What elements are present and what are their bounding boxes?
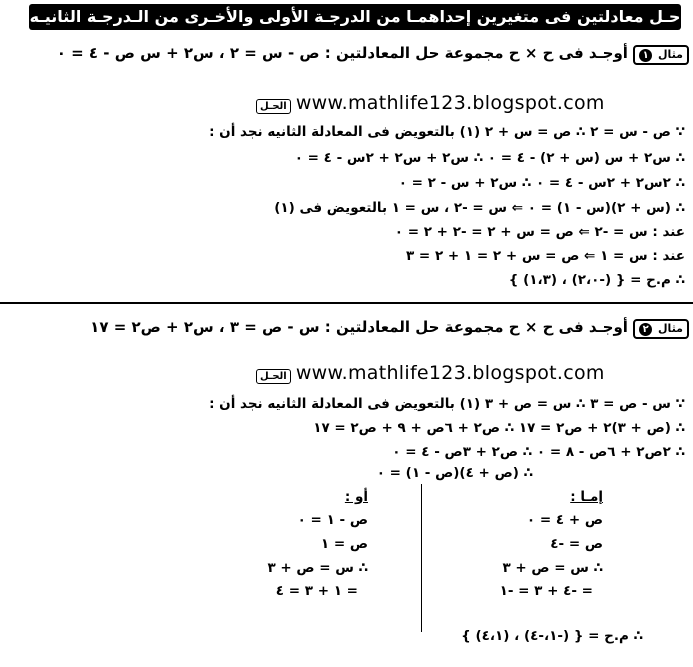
example2-badge-number: ٢ [639,323,652,336]
example1-line-3: ∴ ٢س٢ + ٢س - ٤ = ٠ ∴ س٢ + س - ٢ = ٠ [398,175,685,191]
example2-line-4: ∴ (ص + ٤)(ص - ١) = ٠ [376,465,533,481]
example1-badge [633,45,689,65]
example2-url: www.mathlife123.blogspot.com [295,362,605,384]
either-line-2: ص = -٤ [550,536,603,552]
example1-url-row [256,92,605,114]
example1-line-1: ∵ ص - س = ٢ ∴ ص = س + ٢ (١) بالتعويض فى المعادلة الثانيه نجد أن : [209,124,685,140]
section-divider [0,302,693,304]
either-line-4: = -٤ + ٣ = -١ [499,583,593,599]
or-line-1: ص - ١ = ٠ [297,512,368,528]
example1-result: ∴ م.ح = { (-٢،٠) ، (١،٣) } [508,272,685,288]
example2-question: أوجـد فى ح × ح مجموعة حل المعادلتين : س - ص = ٣ ، س٢ + ص٢ = ١٧ [90,318,628,336]
example1-line-6: عند : س = ١ ⇐ ص = س + ٢ = ١ + ٢ = ٣ [405,248,685,264]
example2-badge-label: مثال [658,322,683,335]
example2-url-row [256,362,605,384]
example1-question-row [57,44,689,65]
example2-solution-tag: الحـل [256,369,291,384]
example1-question: أوجـد فى ح × ح مجموعة حل المعادلتين : ص - س = ٢ ، س٢ + س ص - ٤ = ٠ [56,44,628,62]
example1-badge-label: مثال [658,48,683,61]
example2-badge [633,319,689,339]
example1-line-4: ∴ (س + ٢)(س - ١) = ٠ ⇐ س = -٢ ، س = ١ بالتعويض فى (١) [274,200,685,216]
or-label: أو : [344,489,368,505]
either-line-1: ص + ٤ = ٠ [526,512,603,528]
example1-line-2: ∴ س٢ + س (س + ٢) - ٤ = ٠ ∴ س٢ + س٢ + ٢س - ٤ = ٠ [294,150,685,166]
either-line-3: ∴ س = ص + ٣ [502,560,603,576]
example2-line-2: ∴ (ص + ٣)٢ + ص٢ = ١٧ ∴ ص٢ + ٦ص + ٩ + ص٢ = ١٧ [313,420,685,436]
either-label: إمـا : [570,489,603,505]
or-line-3: ∴ س = ص + ٣ [267,560,368,576]
example2-question-row [90,318,689,339]
or-line-2: ص = ١ [320,536,368,552]
or-line-4: = ١ + ٣ = ٤ [275,583,358,599]
example2-line-3: ∴ ٢ص٢ + ٦ص - ٨ = ٠ ∴ ص٢ + ٣ص - ٤ = ٠ [392,444,685,460]
example1-solution-tag: الحـل [256,99,291,114]
example2-result: ∴ م.ح = { (-١،-٤) ، (٤،١) } [461,628,643,644]
example1-badge-number: ١ [639,49,652,62]
example1-line-5: عند : س = -٢ ⇐ ص = س + ٢ = -٢ + ٢ = ٠ [394,224,685,240]
example2-line-1: ∵ س - ص = ٣ ∴ س = ص + ٣ (١) بالتعويض فى المعادلة الثانيه نجد أن : [209,396,685,412]
page-title: حـل معادلتين فى متغيرين إحداهمـا من الدرجـة الأولى والأخـرى من الـدرجـة الثانيـه [29,4,681,30]
example1-url: www.mathlife123.blogspot.com [295,92,605,114]
column-separator [421,484,422,632]
